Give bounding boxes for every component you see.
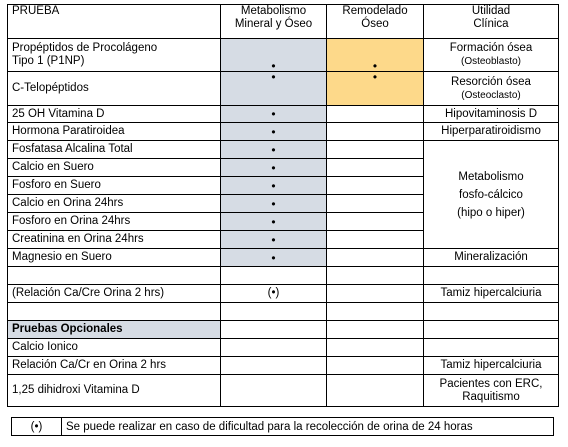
- remod-cell: [327, 231, 424, 249]
- bullet-mark: •: [271, 59, 276, 72]
- remod-cell: [327, 141, 424, 159]
- metab-cell: [221, 231, 327, 249]
- remod-cell: [327, 159, 424, 177]
- optional-header-row: [8, 321, 559, 339]
- metab-cell: [221, 123, 327, 141]
- utility-cell: [424, 72, 559, 106]
- table-row-empty: [8, 267, 559, 285]
- relacion-mark: (•): [221, 285, 327, 303]
- bullet-mark: •: [271, 142, 276, 157]
- header-utilidad: [424, 5, 559, 39]
- bullet-mark: •: [271, 232, 276, 247]
- utility-hipovit: Hipovitaminosis D: [424, 106, 559, 123]
- utility-metabolismo: [424, 141, 559, 249]
- utility-metabolismo-line3: (hipo o hiper): [457, 206, 525, 219]
- bullet-mark: •: [372, 59, 378, 72]
- test-name: Calcio Ionico: [8, 339, 221, 357]
- utility-erc: [424, 375, 559, 407]
- header-prueba: PRUEBA: [8, 5, 221, 39]
- header-remodelado-line1: Remodelado: [342, 5, 408, 17]
- metab-cell: [221, 39, 327, 72]
- test-name-line2: Tipo 1 (P1NP): [12, 55, 85, 67]
- test-name-line1: Propéptidos de Procolágeno: [12, 42, 158, 54]
- table-row: [8, 249, 559, 267]
- footnote-mark: (•): [12, 418, 62, 436]
- bullet-mark: •: [271, 160, 276, 175]
- test-name: [8, 39, 221, 72]
- test-name: Fosfatasa Alcalina Total: [8, 141, 221, 159]
- remod-cell: [327, 39, 424, 72]
- metab-cell: [221, 195, 327, 213]
- table-row: [8, 106, 559, 123]
- utility-resorcion: Resorción ósea: [451, 75, 531, 88]
- header-utilidad-line1: Utilidad: [471, 5, 511, 17]
- table-row: [8, 72, 559, 106]
- test-name: Calcio en Orina 24hrs: [8, 195, 221, 213]
- test-name: C-Telopéptidos: [8, 72, 221, 106]
- test-name: Creatinina en Orina 24hrs: [8, 231, 221, 249]
- table-row: [8, 339, 559, 357]
- optional-tests-heading: Pruebas Opcionales: [8, 321, 221, 339]
- remod-cell: [327, 249, 424, 267]
- footnote-text: Se puede realizar en caso de dificultad para la recolección de orina de 24 horas: [62, 418, 554, 436]
- test-name: Hormona Paratiroidea: [8, 123, 221, 141]
- remod-cell: [327, 285, 424, 303]
- table-row-empty: [8, 303, 559, 321]
- footnote-table: [11, 417, 554, 436]
- test-name: 1,25 dihidroxi Vitamina D: [8, 375, 221, 407]
- metab-cell: [221, 249, 327, 267]
- test-name: Magnesio en Suero: [8, 249, 221, 267]
- utility-mineralizacion: Mineralización: [424, 249, 559, 267]
- header-row: [8, 5, 559, 39]
- utility-metabolismo-line2: fosfo-cálcico: [459, 188, 523, 201]
- bullet-mark: •: [271, 124, 276, 139]
- utility-erc-line1: Pacientes con ERC,: [439, 377, 543, 390]
- test-name: (Relación Ca/Cre Orina 2 hrs): [8, 285, 221, 303]
- table-row: [8, 375, 559, 407]
- bullet-mark: •: [372, 71, 378, 84]
- footnote-row: [12, 418, 554, 436]
- header-remodelado: [327, 5, 424, 39]
- test-name: Relación Ca/Cr en Orina 2 hrs: [8, 357, 221, 375]
- metab-cell: [221, 72, 327, 106]
- metab-cell: [221, 106, 327, 123]
- test-name: Fosforo en Suero: [8, 177, 221, 195]
- remod-cell: [327, 123, 424, 141]
- test-name: Fosforo en Orina 24hrs: [8, 213, 221, 231]
- metab-cell: [221, 213, 327, 231]
- remod-cell: [327, 106, 424, 123]
- header-metabolismo-line1: Metabolismo: [240, 5, 307, 17]
- bullet-mark: •: [271, 214, 276, 229]
- utility-formacion: Formación ósea: [449, 42, 533, 54]
- test-name: Calcio en Suero: [8, 159, 221, 177]
- table-row: [8, 123, 559, 141]
- remod-cell: [327, 195, 424, 213]
- utility-formacion-sub: (Osteoblasto): [460, 56, 522, 67]
- remod-cell: [327, 177, 424, 195]
- table-row: [8, 141, 559, 159]
- table-row: [8, 39, 559, 72]
- bullet-mark: •: [271, 196, 276, 211]
- table-row: [8, 357, 559, 375]
- bullet-mark: •: [271, 71, 276, 84]
- utility-hiperpara: Hiperparatiroidismo: [424, 123, 559, 141]
- header-metabolismo-line2: Mineral y Óseo: [234, 18, 313, 30]
- header-metabolismo: [221, 5, 327, 39]
- remod-cell: [327, 72, 424, 106]
- utility-tamiz: Tamiz hipercalciuria: [424, 357, 559, 375]
- utility-resorcion-sub: (Osteoclasto): [461, 89, 521, 101]
- utility-tamiz: Tamiz hipercalciuria: [424, 285, 559, 303]
- tests-table: [7, 4, 559, 407]
- metab-cell: [221, 141, 327, 159]
- remod-cell: [327, 213, 424, 231]
- bullet-mark: •: [271, 107, 276, 121]
- header-remodelado-line2: Óseo: [361, 18, 389, 30]
- metab-cell: [221, 159, 327, 177]
- utility-cell: [424, 39, 559, 72]
- header-utilidad-line2: Clínica: [473, 18, 509, 30]
- bullet-mark: •: [271, 178, 276, 193]
- metab-cell: [221, 177, 327, 195]
- bullet-mark: •: [271, 250, 276, 265]
- table-row: [8, 285, 559, 303]
- utility-erc-line2: Raquitismo: [462, 390, 520, 403]
- test-name: 25 OH Vitamina D: [8, 106, 221, 123]
- utility-metabolismo-line1: Metabolismo: [458, 170, 524, 183]
